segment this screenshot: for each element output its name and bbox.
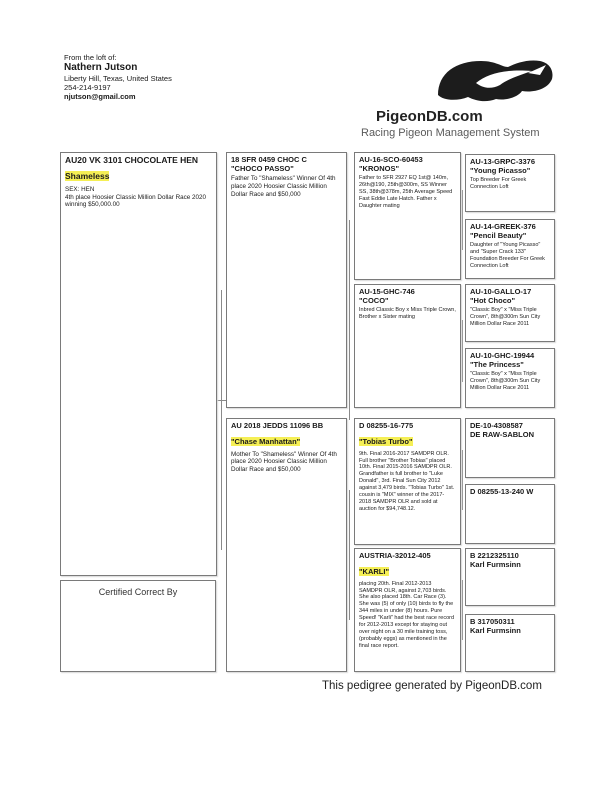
great-grandparent-notes: Daughter of "Young Picasso" and "Super Crack 133" Foundation Breeder For Greek Connection Loft bbox=[470, 242, 545, 269]
sire-box bbox=[226, 152, 347, 408]
great-grandparent-name: "The Princess" bbox=[470, 359, 524, 369]
grandparent-notes: Father to SFR 2927 EQ 1st@ 140m, 26th@190, 25th@300m, SS Winner SS, 38th@378m, 25th Average Speed Fast Eddie Late Hatch. Father x Daughter mating bbox=[359, 175, 453, 209]
grandparent-name: "KARLI" bbox=[359, 566, 390, 576]
dam-notes: Mother To "Shameless" Winner Of 4th place 2020 Hoosier Classic Million Dollar Race and $50,000 bbox=[231, 450, 337, 474]
grandparent-name: "COCO" bbox=[359, 295, 389, 305]
great-grandparent-box bbox=[465, 484, 555, 544]
connector-line bbox=[462, 450, 463, 510]
great-grandparent-box bbox=[465, 418, 555, 478]
sire-notes: Father To "Shameless" Winner Of 4th place 2020 Hoosier Classic Million Dollar Race and $50,000 bbox=[231, 175, 336, 198]
owner-email: njutson@gmail.com bbox=[64, 92, 136, 101]
footer-note: This pedigree generated by PigeonDB.com bbox=[322, 680, 542, 692]
great-grandparent-name: Karl Furmsinn bbox=[470, 559, 521, 569]
great-grandparent-box bbox=[465, 154, 555, 212]
brand-tagline: Racing Pigeon Management System bbox=[361, 127, 540, 139]
dam-box bbox=[226, 418, 347, 672]
great-grandparent-ring: B 2212325110 bbox=[470, 551, 519, 560]
great-grandparent-notes: "Classic Boy" x "Miss Triple Crown", 8th@300m Sun City Million Dollar Race 2011 bbox=[470, 371, 541, 391]
subject-sex: SEX: HEN bbox=[65, 185, 95, 193]
certified-box bbox=[60, 580, 216, 672]
grandparent-box bbox=[354, 418, 461, 545]
dam-name: "Chase Manhattan" bbox=[231, 436, 301, 446]
subject-ring: AU20 VK 3101 CHOCOLATE HEN bbox=[65, 155, 199, 165]
great-grandparent-ring: AU-14-GREEK-376 bbox=[470, 222, 536, 231]
sire-ring: 18 SFR 0459 CHOC C bbox=[231, 155, 307, 164]
great-grandparent-notes: "Classic Boy" x "Miss Triple Crown", 8th@300m Sun City Million Dollar Race 2011 bbox=[470, 307, 541, 327]
subject-name: Shameless bbox=[65, 170, 110, 181]
pigeondb-logo-icon bbox=[436, 53, 556, 105]
grandparent-ring: AU-15-GHC-746 bbox=[359, 287, 415, 296]
grandparent-notes: placing 20th. Final 2012-2013 SAMDPR OLR, against 2,703 birds. She also placed 18th. Car Race (3). She was (5) of only (10) birds to fly the 344 miles in under (8) hours. Pure Speed! "Karli" had the best race record for 2012-2013 except for staying out over night on a 30 mile training toss, (probably eggs) as mentioned in the final race report. bbox=[359, 580, 455, 649]
great-grandparent-box bbox=[465, 614, 555, 672]
great-grandparent-box bbox=[465, 219, 555, 279]
subject-notes: 4th place Hoosier Classic Million Dollar Race 2020 winning $50,000.00 bbox=[65, 193, 207, 209]
grandparent-box bbox=[354, 152, 461, 280]
grandparent-name: "Tobias Turbo" bbox=[359, 436, 413, 446]
connector-line bbox=[462, 320, 463, 382]
connector-line bbox=[349, 490, 350, 620]
connector-line bbox=[462, 580, 463, 640]
grandparent-name: "KRONOS" bbox=[359, 163, 400, 173]
great-grandparent-ring: B 317050311 bbox=[470, 617, 515, 626]
connector-line bbox=[221, 290, 222, 550]
great-grandparent-ring: AU-10-GALLO-17 bbox=[470, 287, 532, 296]
loft-label: From the loft of: bbox=[64, 53, 117, 62]
great-grandparent-name: DE RAW-SABLON bbox=[470, 429, 535, 439]
great-grandparent-ring: AU-13-GRPC-3376 bbox=[470, 157, 536, 166]
sire-name: "CHOCO PASSO" bbox=[231, 163, 294, 173]
owner-name: Nathern Jutson bbox=[64, 62, 138, 73]
grandparent-box bbox=[354, 284, 461, 408]
great-grandparent-box bbox=[465, 548, 555, 606]
great-grandparent-box bbox=[465, 284, 555, 342]
grandparent-ring: D 08255-16-775 bbox=[359, 421, 414, 430]
grandparent-notes: Inbred Classic Boy x Miss Triple Crown, Brother x Sister mating bbox=[359, 307, 456, 321]
grandparent-notes: 9th. Final 2016-2017 SAMDPR OLR. Full brother "Brother Tobias" placed 10th. Final 2015-2016 SAMDPR OLR. Grandfather is full brother to "Luke Donald", 3rd. Final Sun City 2012 against 3,479 birds. "Tobias Turbo" 1st. cousin is "MIX" winner of the 2017-2018 SAMDPR OLR and sold at auction for $94,748.12. bbox=[359, 450, 455, 512]
great-grandparent-name: "Pencil Beauty" bbox=[470, 230, 527, 240]
owner-phone: 254-214-9197 bbox=[64, 83, 111, 92]
great-grandparent-ring: DE-10-4308587 bbox=[470, 421, 523, 430]
brand-name: PigeonDB.com bbox=[376, 108, 483, 125]
grandparent-ring: AUSTRIA-32012-405 bbox=[359, 551, 431, 560]
owner-location: Liberty Hill, Texas, United States bbox=[64, 74, 172, 83]
loft-info bbox=[64, 53, 172, 101]
grandparent-ring: AU-16-SCO-60453 bbox=[359, 155, 423, 164]
great-grandparent-box bbox=[465, 348, 555, 408]
certified-label: Certified Correct By bbox=[98, 587, 178, 597]
great-grandparent-ring: AU-10-GHC-19944 bbox=[470, 351, 535, 360]
great-grandparent-notes: Top Breeder For Greek Connection Loft bbox=[470, 177, 527, 191]
dam-ring: AU 2018 JEDDS 11096 BB bbox=[231, 421, 324, 430]
subject-bird-box bbox=[60, 152, 217, 576]
grandparent-box bbox=[354, 548, 461, 672]
great-grandparent-name: "Hot Choco" bbox=[470, 295, 516, 305]
great-grandparent-name: Karl Furmsinn bbox=[470, 625, 521, 635]
connector-line bbox=[462, 190, 463, 250]
great-grandparent-ring: D 08255-13-240 W bbox=[470, 487, 534, 496]
connector-line bbox=[349, 220, 350, 420]
great-grandparent-name: "Young Picasso" bbox=[470, 165, 531, 175]
